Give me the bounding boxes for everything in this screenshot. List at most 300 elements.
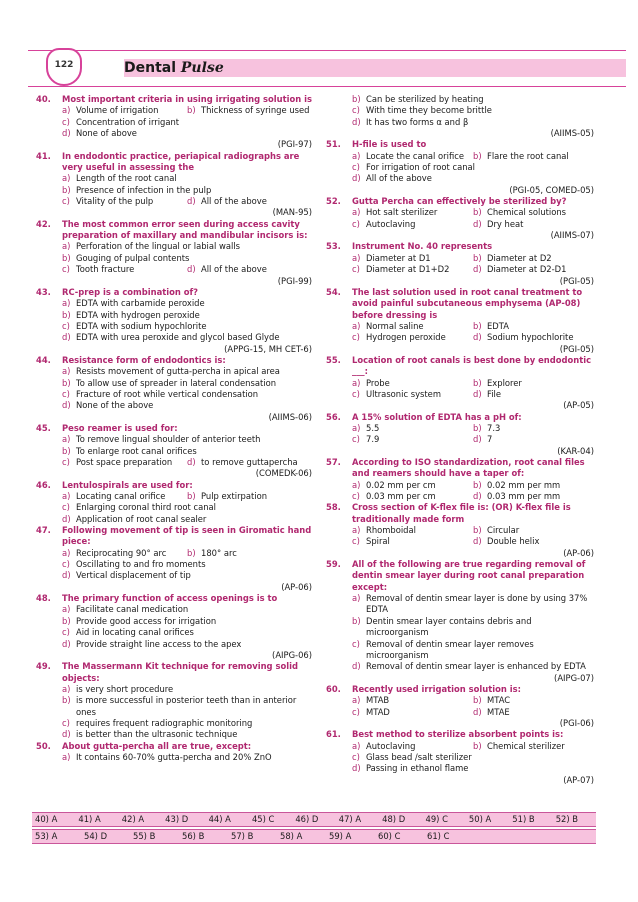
option-row [62, 457, 312, 468]
question-text: According to ISO standardization, root canal files and reamers should have a taper of: [352, 457, 585, 479]
option-letter: a) [352, 252, 361, 263]
question-item [36, 741, 312, 764]
option-letter: b) [473, 252, 482, 263]
option-text: Double helix [487, 536, 540, 547]
option-letter: b) [187, 105, 196, 116]
option-text: to remove guttapercha [201, 457, 298, 467]
question-number: 47. [36, 525, 51, 536]
option-row [352, 707, 594, 718]
option [473, 741, 594, 752]
answer-row [32, 829, 596, 844]
option [62, 639, 312, 650]
option-letter: b) [352, 615, 361, 626]
option-text: Autoclaving [366, 740, 416, 751]
option [352, 616, 594, 639]
question-item [36, 94, 312, 151]
option [473, 389, 594, 400]
option [473, 707, 594, 718]
option-letter: c) [352, 751, 360, 762]
option-row [352, 378, 594, 389]
option-letter: a) [352, 207, 361, 218]
option [352, 173, 594, 184]
option-letter: d) [473, 218, 482, 229]
option-letter: c) [62, 559, 70, 570]
option [62, 457, 187, 468]
question-body [352, 287, 594, 355]
option-text: Post space preparation [76, 457, 173, 467]
option-letter: c) [62, 627, 70, 638]
question-text: Lentulospirals are used for: [62, 479, 193, 490]
option [62, 241, 312, 252]
option-row [352, 253, 594, 264]
question-source: (AP-05) [563, 400, 594, 411]
option-letter: d) [187, 457, 196, 467]
answer-cell: 61) C [427, 831, 450, 841]
option-text: Rhomboidal [366, 525, 416, 536]
answer-cell: 54) D [84, 831, 108, 841]
question-source: (PGI-05) [559, 275, 594, 286]
option-letter: b) [62, 695, 71, 706]
option-letter: a) [352, 479, 361, 490]
question-item [326, 139, 594, 196]
option [62, 491, 187, 502]
option-letter: d) [352, 173, 361, 184]
question-text: Cross section of K-flex file is: (OR) K-flex file is traditionally made form [352, 502, 571, 524]
question-body [352, 684, 594, 729]
option-row [352, 480, 594, 491]
option [187, 491, 312, 502]
question-source: (COMEDK-06) [255, 468, 312, 479]
option-text: Hydrogen peroxide [366, 332, 446, 343]
question-source: (PGI-97) [277, 139, 312, 150]
question-item [36, 525, 312, 593]
option-letter: a) [62, 241, 71, 252]
option-text: EDTA with urea peroxide and glycol based Glyde [76, 332, 280, 343]
option-text: Removal of dentin smear layer is enhanced by EDTA [366, 661, 586, 672]
option-text: Enlarging coronal third root canal [76, 502, 216, 513]
option-letter: d) [62, 729, 71, 740]
option-letter: d) [62, 332, 71, 343]
page-number: 122 [54, 60, 74, 70]
option-letter: a) [352, 320, 361, 331]
answer-cell: 43) D [165, 814, 189, 824]
option [473, 434, 594, 445]
question-number: 41. [36, 150, 51, 161]
question-item [326, 412, 594, 457]
question-source: (KAR-04) [557, 445, 594, 456]
option-letter: a) [62, 105, 71, 116]
option [473, 695, 594, 706]
option-text: 7.3 [487, 422, 501, 433]
option-text: 0.03 mm per mm [487, 491, 561, 502]
question-item [36, 661, 312, 740]
option-letter: d) [62, 570, 71, 581]
option-letter: b) [62, 184, 71, 195]
option [473, 207, 594, 218]
option-text: Autoclaving [366, 218, 416, 229]
option-letter: c) [62, 388, 70, 399]
option-letter: a) [62, 366, 71, 377]
option-letter: c) [352, 638, 360, 649]
question-body [62, 480, 312, 525]
option-text: It contains 60-70% gutta-percha and 20% ZnO [76, 751, 272, 762]
option-text: None of the above [76, 400, 154, 411]
answer-cell: 42) A [121, 814, 145, 824]
option-text: 5.5 [366, 422, 380, 433]
option-letter: b) [473, 479, 482, 490]
question-body [352, 729, 594, 786]
question-number: 45. [36, 422, 51, 433]
option [62, 264, 187, 275]
option [352, 423, 473, 434]
option [352, 332, 473, 343]
option-letter: a) [352, 422, 361, 433]
option-text: Sodium hypochlorite [487, 332, 574, 343]
option [352, 117, 594, 128]
question-text: The most common error seen during access cavity preparation of maxillary and mandibular incisors is: [62, 218, 308, 241]
option-letter: a) [62, 604, 71, 615]
option-row [62, 105, 312, 116]
question-text: Following movement of tip is seen in Giromatic hand piece: [62, 525, 312, 547]
question-item [326, 457, 594, 502]
question-body [352, 559, 594, 684]
question-item [326, 287, 594, 355]
option-row [352, 741, 594, 752]
option-row [352, 332, 594, 343]
answer-cell: 41) A [78, 814, 101, 824]
option [352, 207, 473, 218]
question-body [62, 287, 312, 355]
question-text: Instrument No. 40 represents [352, 241, 493, 252]
option-letter: b) [352, 94, 361, 104]
question-source: (AP-07) [563, 774, 594, 785]
option [62, 321, 312, 332]
question-source: (AIPG-06) [272, 649, 312, 660]
option [473, 151, 594, 162]
question-item [326, 241, 594, 286]
option-text: Removal of dentin smear layer is done by using 37% EDTA [366, 593, 588, 615]
answer-cell: 58) A [280, 831, 303, 841]
option [62, 366, 312, 377]
option-letter: c) [352, 536, 360, 547]
option-letter: a) [62, 683, 71, 694]
option-letter: d) [352, 661, 361, 672]
option-letter: a) [352, 740, 361, 751]
question-number: 51. [326, 139, 341, 150]
option-text: Thickness of syringe used [201, 105, 310, 116]
option-text: Diameter at D1 [366, 252, 431, 263]
option [62, 434, 312, 445]
option-text: Locate the canal orifice [366, 150, 464, 161]
question-item [36, 219, 312, 287]
option-text: It has two forms α and β [366, 116, 469, 127]
question-item [326, 729, 594, 786]
option-text: To enlarge root canal orifices [76, 445, 197, 456]
option-letter: d) [187, 264, 196, 275]
option-text: 7.9 [366, 434, 380, 445]
option-letter: d) [187, 196, 196, 207]
option-text: 0.02 mm per cm [366, 479, 436, 490]
question-number: 52. [326, 196, 341, 207]
option-text: Aid in locating canal orifices [76, 627, 194, 638]
answer-cell: 52) B [555, 814, 579, 824]
option-letter: b) [473, 525, 482, 536]
option-letter: a) [352, 377, 361, 388]
option-row [352, 389, 594, 400]
option [62, 253, 312, 264]
option [62, 400, 312, 411]
option-letter: b) [62, 309, 71, 320]
option-text: Tooth fracture [76, 264, 135, 275]
question-body [62, 525, 312, 593]
option [352, 536, 473, 547]
option-text: To remove lingual shoulder of anterior teeth [76, 434, 261, 445]
question-body [62, 741, 312, 764]
question-body [352, 139, 594, 196]
option-text: Locating canal orifice [76, 491, 166, 502]
option [62, 514, 312, 525]
question-number: 58. [326, 502, 341, 513]
option-row [352, 491, 594, 502]
option-letter: b) [473, 377, 482, 388]
option-text: To allow use of spreader in lateral condensation [76, 377, 277, 388]
option [352, 105, 594, 116]
question-body [352, 355, 594, 412]
answer-cell: 45) C [251, 814, 275, 824]
question-number: 40. [36, 94, 51, 104]
option-letter: a) [352, 525, 361, 536]
option-letter: b) [62, 445, 71, 456]
answer-cell: 50) A [468, 814, 492, 824]
option [62, 128, 312, 139]
option-text: MTAE [487, 706, 510, 717]
question-item [326, 196, 594, 241]
option [62, 298, 312, 309]
option [62, 627, 312, 638]
option-text: 0.03 mm per cm [366, 491, 436, 502]
question-number: 48. [36, 593, 51, 604]
option-row [352, 264, 594, 275]
option [62, 196, 187, 207]
option-letter: b) [473, 207, 482, 218]
option-text: All of the above [201, 264, 267, 275]
option [62, 332, 312, 343]
option-text: Dentin smear layer contains debris and microorganism [366, 615, 532, 638]
question-number: 56. [326, 411, 341, 422]
question-item [36, 355, 312, 423]
header-bottom-line [28, 86, 626, 87]
question-number: 50. [36, 740, 51, 751]
option-letter: d) [352, 763, 361, 774]
option-text: Gouging of pulpal contents [76, 252, 190, 263]
question-item [36, 423, 312, 480]
option-text: Resists movement of gutta-percha in apical area [76, 366, 280, 377]
option-text: Flare the root canal [487, 150, 569, 161]
option [62, 570, 312, 581]
answer-cell: 48) D [382, 814, 406, 824]
option [352, 480, 473, 491]
option [352, 525, 473, 536]
option-letter: b) [473, 150, 482, 161]
option-text: Pulp extirpation [201, 491, 268, 502]
question-text: The primary function of access openings is to [62, 593, 278, 604]
page-header [28, 50, 626, 88]
option-letter: d) [473, 332, 482, 343]
option-letter: a) [352, 593, 361, 604]
option [352, 661, 594, 672]
question-item [36, 480, 312, 525]
option-text: EDTA with sodium hypochlorite [76, 320, 207, 331]
option-text: Diameter at D2 [487, 252, 552, 263]
option-letter: c) [62, 116, 70, 127]
book-title [124, 60, 224, 76]
question-body [352, 241, 594, 286]
option-text: Glass bead /salt sterilizer [366, 751, 472, 762]
option [352, 253, 473, 264]
question-item [36, 151, 312, 219]
option-letter: c) [62, 502, 70, 513]
option-row [352, 525, 594, 536]
option-letter: d) [62, 400, 71, 411]
question-source: (APPG-15, MH CET-6) [224, 343, 312, 354]
answer-cell: 59) A [329, 831, 352, 841]
option-text: Facilitate canal medication [76, 604, 189, 615]
question-body [352, 457, 594, 502]
option-letter: a) [62, 751, 71, 762]
option [473, 264, 594, 275]
option [473, 480, 594, 491]
question-text: H-file is used to [352, 139, 427, 150]
question-source: (AP-06) [281, 581, 312, 592]
header-top-line [28, 50, 626, 51]
option-letter: c) [352, 218, 360, 229]
question-number [326, 94, 352, 139]
option-row [352, 151, 594, 162]
option-letter: c) [352, 105, 360, 116]
option-text: EDTA with carbamide peroxide [76, 298, 205, 309]
option [62, 684, 312, 695]
option-text: Hot salt sterilizer [366, 207, 438, 218]
option-letter: b) [62, 615, 71, 626]
option [473, 321, 594, 332]
option-text: 7 [487, 434, 493, 445]
option-text: is more successful in posterior teeth than in anterior ones [76, 695, 297, 717]
question-item [326, 355, 594, 412]
question-text: Most important criteria in using irrigating solution is [62, 94, 312, 104]
option-row [352, 434, 594, 445]
option-text: File [487, 388, 502, 399]
option [473, 536, 594, 547]
answer-cell: 47) A [338, 814, 362, 824]
question-number: 43. [36, 286, 51, 297]
option-row [62, 491, 312, 502]
option [187, 548, 312, 559]
option [473, 332, 594, 343]
option-text: MTAD [366, 706, 390, 717]
option-text: Chemical solutions [487, 207, 567, 218]
option-text: Spiral [366, 536, 390, 547]
option [62, 718, 312, 729]
question-item [326, 502, 594, 559]
answer-cell: 53) A [35, 831, 58, 841]
option-text: Circular [487, 525, 520, 536]
option-letter: d) [62, 128, 71, 139]
option-letter: b) [62, 377, 71, 388]
option-text: Fracture of root while vertical condensation [76, 388, 259, 399]
option-row [352, 219, 594, 230]
question-source: (PGI-05, COMED-05) [509, 184, 594, 195]
question-number: 49. [36, 661, 51, 672]
answer-cell: 46) D [295, 814, 319, 824]
option-text: requires frequent radiographic monitoring [76, 717, 253, 728]
option [62, 389, 312, 400]
option [473, 378, 594, 389]
option [62, 616, 312, 627]
option [352, 752, 594, 763]
option-letter: c) [352, 491, 360, 502]
question-body [352, 502, 594, 559]
question-text: The Massermann Kit technique for removing solid objects: [62, 661, 298, 683]
option-letter: c) [352, 388, 360, 399]
option [473, 219, 594, 230]
question-body [352, 412, 594, 457]
question-source: (AIIMS-07) [550, 230, 594, 241]
option [352, 321, 473, 332]
option-text: Removal of dentin smear layer removes microorganism [366, 638, 534, 660]
question-text: RC-prep is a combination of? [62, 286, 199, 297]
option-letter: c) [352, 706, 360, 717]
option-text: Reciprocating 90° arc [76, 547, 167, 558]
option [473, 525, 594, 536]
option-text: For irrigation of root canal [366, 162, 475, 173]
option [352, 94, 594, 105]
option-letter: d) [473, 536, 482, 547]
option-row [352, 207, 594, 218]
question-source: (AP-06) [563, 547, 594, 558]
option [352, 707, 473, 718]
option [352, 639, 594, 662]
option-letter: b) [473, 320, 482, 331]
question-item [36, 287, 312, 355]
option-letter: a) [352, 150, 361, 161]
question-number: 60. [326, 683, 341, 694]
option [352, 264, 473, 275]
option-text: Provide good access for irrigation [76, 615, 217, 626]
option [352, 389, 473, 400]
option [473, 491, 594, 502]
option-letter: b) [473, 422, 482, 433]
question-text: The last solution used in root canal treatment to avoid painful subcutaneous emphysema (AP-08) before dressing is [352, 286, 583, 320]
option-text: Application of root canal sealer [76, 513, 207, 524]
question-number: 61. [326, 729, 341, 740]
option-text: Chemical sterilizer [487, 740, 565, 751]
answer-cell: 40) A [35, 814, 58, 824]
option-text: Diameter at D2-D1 [487, 264, 567, 275]
question-source: (PGI-99) [277, 275, 312, 286]
question-text: Peso reamer is used for: [62, 422, 178, 433]
question-number: 46. [36, 479, 51, 490]
option-row [352, 695, 594, 706]
question-text: Recently used irrigation solution is: [352, 683, 521, 694]
option-text: Vitality of the pulp [76, 196, 154, 207]
option-text: Normal saline [366, 320, 424, 331]
option-letter: b) [473, 695, 482, 706]
option-letter: c) [62, 320, 70, 331]
option-text: Perforation of the lingual or labial walls [76, 241, 240, 252]
option-text: is very short procedure [76, 683, 174, 694]
answer-cell: 57) B [231, 831, 254, 841]
question-text: A 15% solution of EDTA has a pH of: [352, 411, 522, 422]
